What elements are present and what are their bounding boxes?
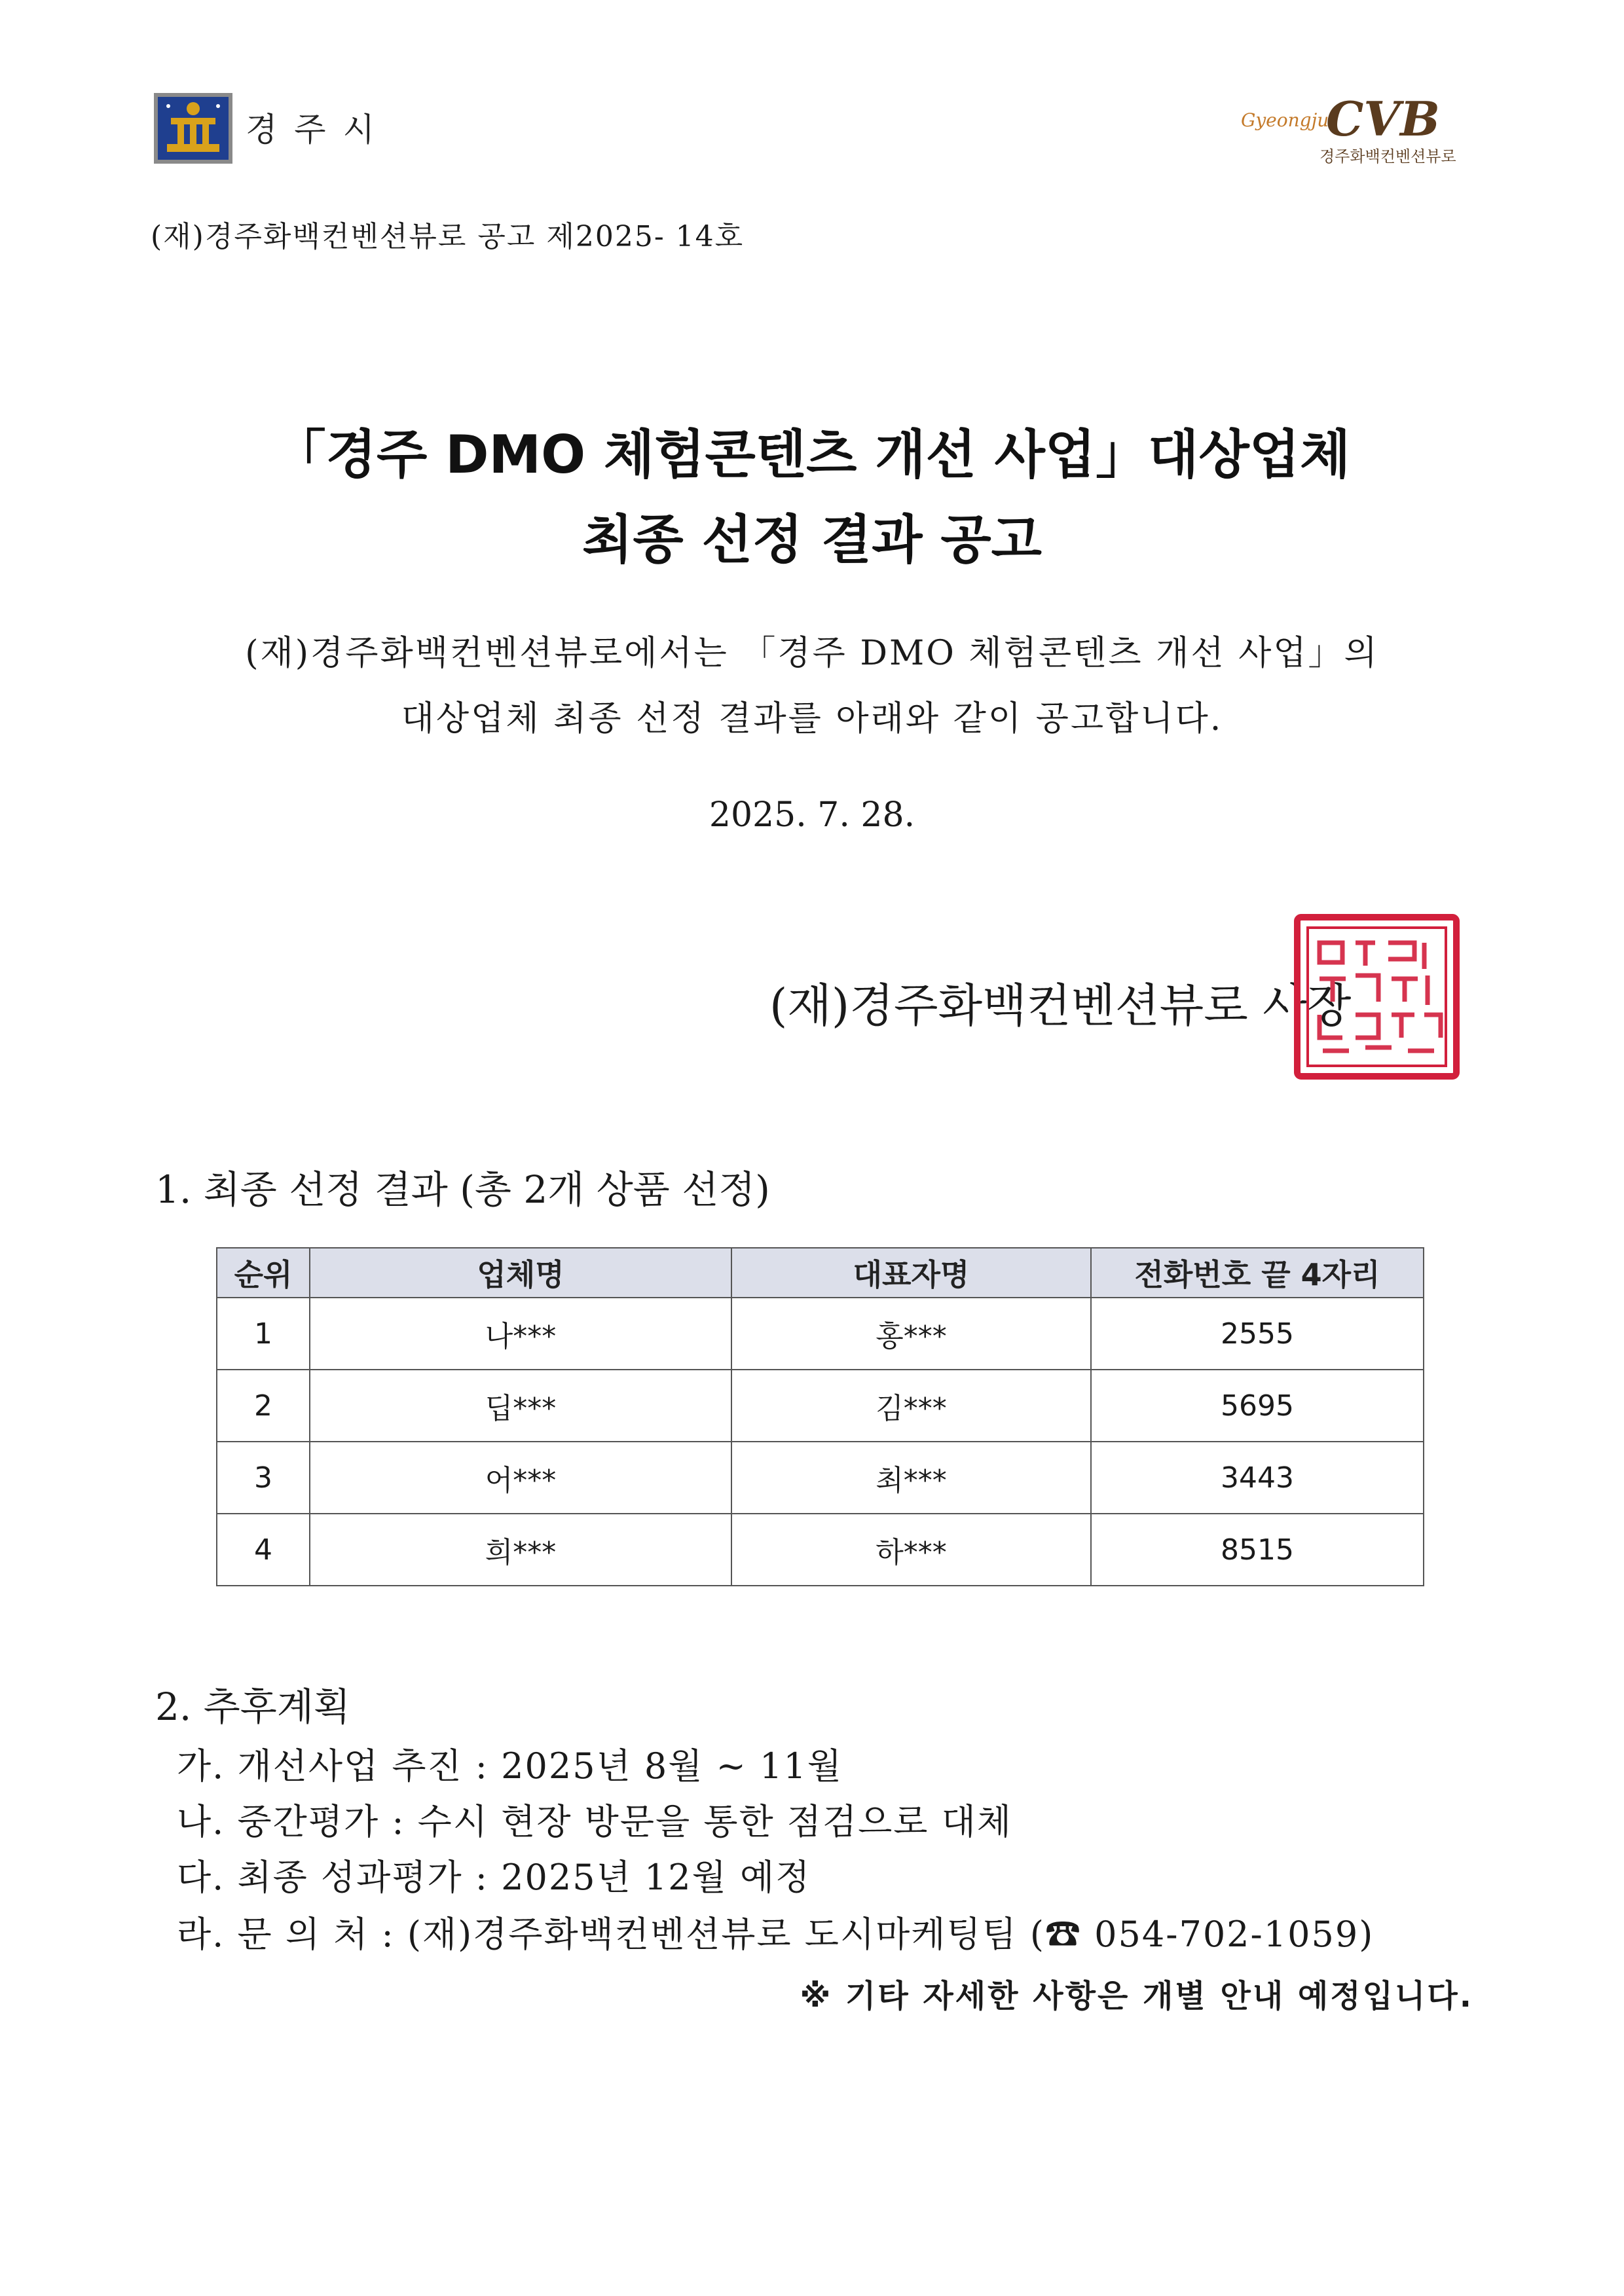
cell-company: 나***	[310, 1298, 731, 1370]
page-title-line-2: 최종 선정 결과 공고	[582, 509, 1042, 570]
cell-rank: 4	[217, 1514, 310, 1586]
column-header-phone: 전화번호 끝 4자리	[1091, 1248, 1424, 1298]
cell-phone: 3443	[1091, 1442, 1424, 1514]
issuer-name: (재)경주화백컨벤션뷰로 사장	[769, 979, 1352, 1032]
city-emblem-icon	[154, 93, 232, 164]
plan-item-contact: 라. 문 의 처 : (재)경주화백컨벤션뷰로 도시마케팅팀 (☎ 054-702-1059)	[177, 1914, 1375, 1955]
cell-rank: 2	[217, 1370, 310, 1442]
cell-representative: 홍***	[731, 1298, 1091, 1370]
notice-number: (재)경주화백컨벤션뷰로 공고 제2025- 14호	[151, 220, 745, 253]
cell-phone: 5695	[1091, 1370, 1424, 1442]
cell-company: 딥***	[310, 1370, 731, 1442]
column-header-rank: 순위	[217, 1248, 310, 1298]
cell-rank: 1	[217, 1298, 310, 1370]
cell-phone: 8515	[1091, 1514, 1424, 1586]
page-title-line-1: 「경주 DMO 체험콘텐츠 개선 사업」대상업체	[273, 424, 1351, 485]
table-row	[217, 1442, 1424, 1514]
intro-line-2: 대상업체 최종 선정 결과를 아래와 같이 공고합니다.	[401, 699, 1223, 738]
cvb-logo-icon	[1241, 82, 1457, 173]
column-header-representative: 대표자명	[731, 1248, 1091, 1298]
table-row	[217, 1370, 1424, 1442]
notice-date: 2025. 7. 28.	[709, 795, 915, 835]
official-seal-icon	[1293, 913, 1460, 1080]
table-header-row	[217, 1248, 1424, 1298]
table-row	[217, 1298, 1424, 1370]
cvb-logo-mark: CVB	[1326, 91, 1441, 147]
city-name: 경주시	[246, 111, 392, 149]
section-2-heading: 2. 추후계획	[155, 1685, 350, 1729]
cvb-logo-sub: 경주화백컨벤션뷰로	[1320, 147, 1456, 166]
cvb-logo-script: Gyeongju	[1241, 109, 1329, 131]
column-header-company: 업체명	[310, 1248, 731, 1298]
section-1-heading: 1. 최종 선정 결과 (총 2개 상품 선정)	[155, 1167, 770, 1212]
cell-representative: 최***	[731, 1442, 1091, 1514]
cell-representative: 하***	[731, 1514, 1091, 1586]
plan-item-interim-evaluation: 나. 중간평가 : 수시 현장 방문을 통한 점검으로 대체	[177, 1801, 1012, 1842]
cell-rank: 3	[217, 1442, 310, 1514]
plan-item-final-evaluation: 다. 최종 성과평가 : 2025년 12월 예정	[177, 1857, 811, 1898]
plan-item-schedule: 가. 개선사업 추진 : 2025년 8월 ~ 11월	[177, 1745, 843, 1787]
cell-representative: 김***	[731, 1370, 1091, 1442]
cell-company: 어***	[310, 1442, 731, 1514]
selection-results-table	[216, 1247, 1424, 1586]
footnote: ※ 기타 자세한 사항은 개별 안내 예정입니다.	[800, 1978, 1473, 2014]
cell-phone: 2555	[1091, 1298, 1424, 1370]
cell-company: 희***	[310, 1514, 731, 1586]
table-row	[217, 1514, 1424, 1586]
intro-line-1: (재)경주화백컨벤션뷰로에서는 「경주 DMO 체험콘텐츠 개선 사업」의	[245, 634, 1379, 673]
